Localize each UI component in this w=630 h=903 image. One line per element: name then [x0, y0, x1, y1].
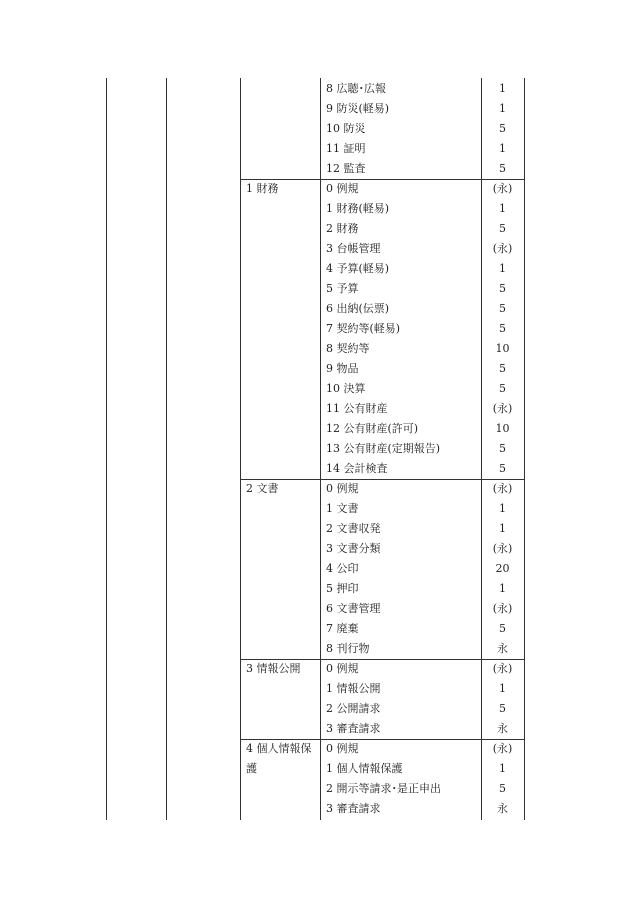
retention-period: (永) — [492, 182, 513, 195]
retention-period: 1 — [499, 202, 506, 215]
retention-period: 1 — [499, 102, 506, 115]
item-code: 0 例規 — [326, 482, 359, 495]
retention-period: (永) — [492, 482, 513, 495]
item-code: 7 契約等(軽易) — [326, 322, 401, 335]
item-code: 0 例規 — [326, 742, 359, 755]
retention-period: 1 — [499, 762, 506, 775]
retention-period: 5 — [499, 322, 506, 335]
item-code: 11 公有財産 — [326, 402, 388, 415]
retention-period: 1 — [499, 522, 506, 535]
item-code: 13 公有財産(定期報告) — [326, 442, 441, 455]
column-rule — [240, 78, 241, 820]
retention-period: 5 — [499, 282, 506, 295]
item-code: 4 公印 — [326, 562, 359, 575]
retention-period: 1 — [499, 82, 506, 95]
retention-period: 5 — [499, 302, 506, 315]
retention-period: 20 — [495, 562, 510, 575]
item-code: 3 審査請求 — [326, 802, 381, 815]
retention-period: 永 — [497, 642, 508, 655]
retention-period: 5 — [499, 162, 506, 175]
item-code: 1 個人情報保護 — [326, 762, 403, 775]
item-code: 3 文書分類 — [326, 542, 381, 555]
retention-period: (永) — [492, 242, 513, 255]
item-code: 5 予算 — [326, 282, 359, 295]
item-code: 11 証明 — [326, 142, 366, 155]
item-code: 2 文書収発 — [326, 522, 381, 535]
item-code: 4 予算(軽易) — [326, 262, 390, 275]
item-code: 1 財務(軽易) — [326, 202, 390, 215]
item-code: 0 例規 — [326, 662, 359, 675]
item-code: 3 審査請求 — [326, 722, 381, 735]
column-rule — [166, 78, 167, 820]
retention-period: 1 — [499, 142, 506, 155]
retention-period: 5 — [499, 622, 506, 635]
item-code: 12 監査 — [326, 162, 366, 175]
item-code: 10 防災 — [326, 122, 366, 135]
retention-period: 5 — [499, 122, 506, 135]
retention-period: 10 — [495, 422, 510, 435]
group-label: 2 文書 — [246, 482, 279, 495]
retention-period: 1 — [499, 682, 506, 695]
item-code: 8 契約等 — [326, 342, 370, 355]
item-code: 5 押印 — [326, 582, 359, 595]
column-rule — [106, 78, 107, 820]
item-code: 8 刊行物 — [326, 642, 370, 655]
retention-period: (永) — [492, 742, 513, 755]
group-label: 3 情報公開 — [246, 662, 301, 675]
column-rule — [524, 78, 525, 820]
item-code: 9 物品 — [326, 362, 359, 375]
item-code: 1 情報公開 — [326, 682, 381, 695]
retention-period: 5 — [499, 382, 506, 395]
retention-period: (永) — [492, 602, 513, 615]
item-code: 2 公開請求 — [326, 702, 381, 715]
retention-period: (永) — [492, 402, 513, 415]
item-code: 10 決算 — [326, 382, 366, 395]
item-code: 9 防災(軽易) — [326, 102, 390, 115]
item-code: 14 会計検査 — [326, 462, 388, 475]
retention-period: 永 — [497, 722, 508, 735]
item-code: 6 出納(伝票) — [326, 302, 390, 315]
retention-period: (永) — [492, 662, 513, 675]
retention-period: 5 — [499, 362, 506, 375]
item-code: 1 文書 — [326, 502, 359, 515]
retention-period: 永 — [497, 802, 508, 815]
retention-period: 5 — [499, 462, 506, 475]
item-code: 6 文書管理 — [326, 602, 381, 615]
item-code: 7 廃棄 — [326, 622, 359, 635]
group-label: 1 財務 — [246, 182, 279, 195]
item-code: 2 開示等請求･是正申出 — [326, 782, 441, 795]
retention-period: 10 — [495, 342, 510, 355]
item-code: 2 財務 — [326, 222, 359, 235]
retention-period: 1 — [499, 502, 506, 515]
retention-period: 5 — [499, 442, 506, 455]
retention-period: 5 — [499, 222, 506, 235]
column-rule — [320, 78, 321, 820]
item-code: 3 台帳管理 — [326, 242, 381, 255]
item-code: 12 公有財産(許可) — [326, 422, 419, 435]
item-code: 8 広聴･広報 — [326, 82, 386, 95]
retention-period: (永) — [492, 542, 513, 555]
retention-period: 5 — [499, 782, 506, 795]
retention-period: 1 — [499, 582, 506, 595]
retention-period: 5 — [499, 702, 506, 715]
item-code: 0 例規 — [326, 182, 359, 195]
retention-period: 1 — [499, 262, 506, 275]
group-label: 4 個人情報保護 — [246, 742, 312, 775]
